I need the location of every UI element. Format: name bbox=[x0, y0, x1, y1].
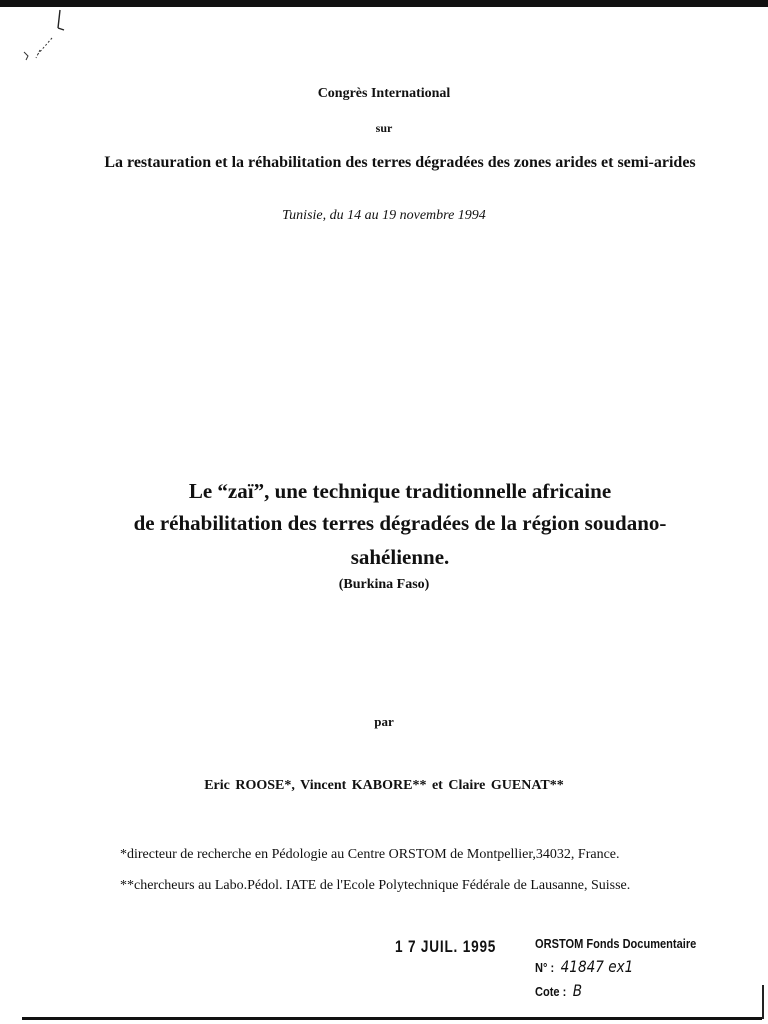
conference-name: Congrès International bbox=[317, 86, 451, 101]
paper-title-line2: de réhabilitation des terres dégradées de la région soudano-sahélienne. bbox=[133, 511, 667, 569]
paper-par: par bbox=[374, 714, 394, 729]
scan-top-border bbox=[0, 0, 768, 7]
paper-authors: Eric ROOSE*, Vincent KABORE** et Claire GUENAT** bbox=[204, 778, 564, 793]
stamp-cote-value: B bbox=[572, 981, 583, 1000]
stamp-cote-label: Cote : bbox=[535, 984, 567, 999]
stamp-numero-value: 41847 ex1 bbox=[560, 957, 634, 976]
orstom-stamp bbox=[535, 932, 725, 1003]
affiliation-first: *directeur de recherche en Pédologie au Centre ORSTOM de Montpellier,34032, France. bbox=[120, 847, 620, 862]
conference-theme: La restauration et la réhabilitation des terres dégradées des zones arides et semi-arides bbox=[104, 154, 696, 171]
affiliation-second: **chercheurs au Labo.Pédol. IATE de l'Ecole Polytechnique Fédérale de Lausanne, Suisse. bbox=[120, 878, 631, 893]
paper-country: (Burkina Faso) bbox=[338, 577, 430, 592]
conference-location-dates: Tunisie, du 14 au 19 novembre 1994 bbox=[282, 208, 486, 223]
stamp-fonds: ORSTOM Fonds Documentaire bbox=[535, 936, 697, 951]
received-date-stamp: 1 7 JUIL. 1995 bbox=[395, 937, 497, 956]
stamp-numero bbox=[535, 955, 696, 979]
stamp-cote bbox=[535, 979, 696, 1003]
stamp-numero-label: N° : bbox=[535, 960, 555, 975]
handwritten-corner-mark bbox=[18, 8, 78, 68]
scan-bottom-border bbox=[22, 1017, 762, 1020]
paper-title-line1: Le “zaï”, une technique traditionnelle africaine bbox=[188, 479, 612, 503]
conference-sur: sur bbox=[375, 121, 393, 135]
paper-title bbox=[120, 474, 680, 574]
scan-right-edge bbox=[762, 985, 764, 1019]
